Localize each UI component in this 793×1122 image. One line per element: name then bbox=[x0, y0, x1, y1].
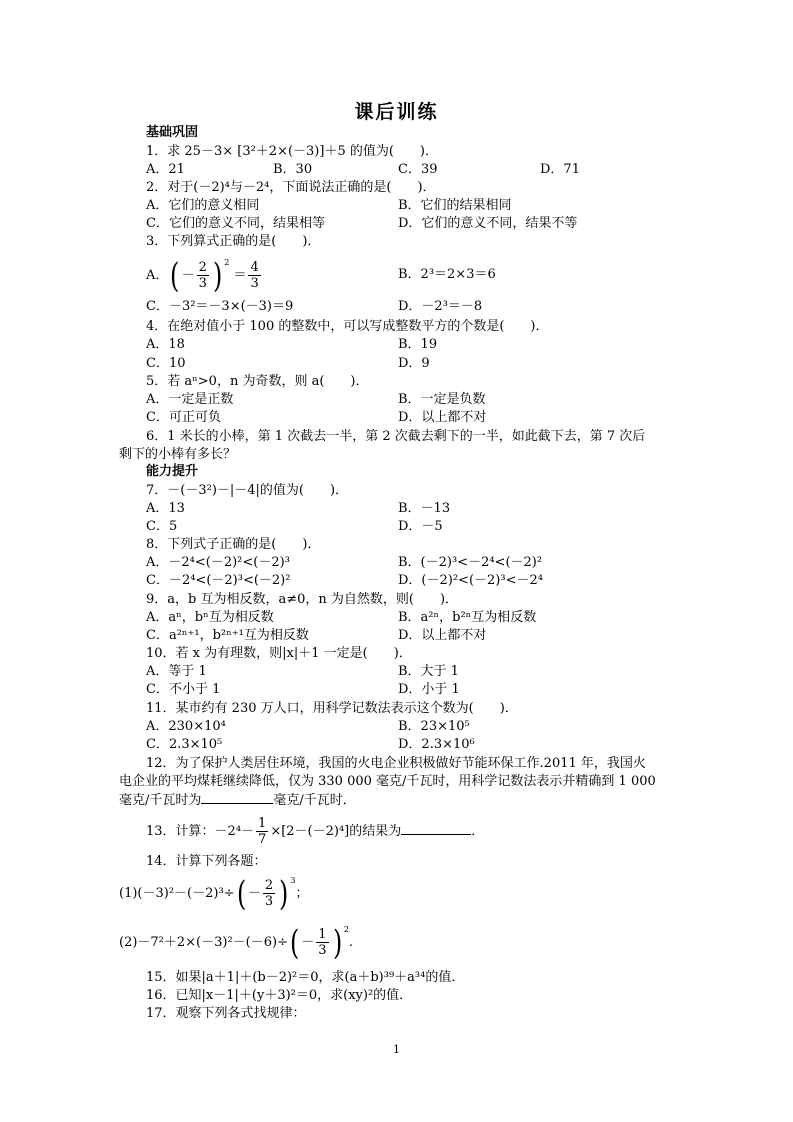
question-16: 16．已知|x－1|＋(y＋3)²＝0，求(xy)²的值． bbox=[146, 988, 413, 1003]
q5-option-c: C．可正可负 bbox=[146, 410, 221, 425]
q1-option-b: B．30 bbox=[273, 162, 313, 177]
q5-option-d: D．以上都不对 bbox=[398, 410, 487, 425]
q10-option-a: A．等于 1 bbox=[146, 664, 207, 679]
q9-option-b: B．a²ⁿ，b²ⁿ互为相反数 bbox=[398, 610, 537, 625]
q1-option-c: C．39 bbox=[398, 162, 438, 177]
page-title: 课后训练 bbox=[354, 101, 439, 123]
q1-option-a: A．21 bbox=[146, 162, 185, 177]
q12-answer-blank[interactable] bbox=[201, 791, 273, 804]
q13-answer-blank[interactable] bbox=[401, 822, 471, 835]
question-12-line-2: 电企业的平均煤耗继续降低，仅为 330 000 毫克/千瓦时，用科学记数法表示并精确到 1 000 bbox=[119, 774, 656, 789]
q3-option-b: B．2³＝2×3＝6 bbox=[398, 267, 496, 282]
q3-option-d: D．－2³＝－8 bbox=[398, 299, 483, 314]
q11-option-a: A．230×10⁴ bbox=[146, 719, 226, 734]
q11-option-b: B．23×10⁵ bbox=[398, 719, 470, 734]
q2-option-d: D．它们的意义不同，结果不等 bbox=[398, 216, 578, 231]
q9-option-d: D．以上都不对 bbox=[398, 628, 487, 643]
q7-option-c: C．5 bbox=[146, 519, 178, 534]
q3-a-fraction: $\frac{2}{3}$ bbox=[198, 260, 207, 291]
section-heading-ability: 能力提升 bbox=[146, 464, 199, 479]
q10-option-c: C．不小于 1 bbox=[146, 682, 221, 697]
q4-option-a: A．18 bbox=[146, 337, 185, 352]
question-7-stem: 7．－(－3²)－|－4|的值为( )． bbox=[146, 483, 349, 498]
q1-option-d: D．71 bbox=[540, 162, 580, 177]
question-5-stem: 5．若 aⁿ>0，n 为奇数，则 a( )． bbox=[146, 374, 369, 389]
question-14-stem: 14．计算下列各题： bbox=[146, 854, 267, 869]
q5-option-a: A．一定是正数 bbox=[146, 392, 234, 407]
q7-option-a: A．13 bbox=[146, 501, 185, 516]
q2-option-b: B．它们的结果相同 bbox=[398, 198, 512, 213]
q4-option-c: C．10 bbox=[146, 356, 186, 371]
q4-option-d: D．9 bbox=[398, 356, 430, 371]
question-14-part-1: (1)(－3)²－(－2)³÷( － $\frac{2}{3}$ ) $^3$； bbox=[119, 873, 309, 914]
question-10-stem: 10．若 x 为有理数，则|x|＋1 一定是( )． bbox=[146, 646, 412, 661]
q13-fraction: $\frac{1}{7}$ bbox=[258, 816, 267, 847]
q7-option-d: D．－5 bbox=[398, 519, 443, 534]
q5-option-b: B．一定是负数 bbox=[398, 392, 486, 407]
question-17: 17．观察下列各式找规律： bbox=[146, 1006, 306, 1021]
q10-option-d: D．小于 1 bbox=[398, 682, 460, 697]
question-8-stem: 8．下列式子正确的是( )． bbox=[146, 537, 321, 552]
question-15: 15．如果|a＋1|＋(b－2)²＝0，求(a＋b)³⁹＋a³⁴的值． bbox=[146, 970, 465, 985]
question-12-line-1: 12．为了保护人类居住环境，我国的火电企业积极做好节能环保工作.2011 年，我国火 bbox=[146, 756, 646, 771]
q9-option-a: A．aⁿ，bⁿ互为相反数 bbox=[146, 610, 274, 625]
question-9-stem: 9．a，b 互为相反数，a≠0，n 为自然数，则( )． bbox=[146, 592, 459, 607]
question-6-line-1: 6．1 米长的小棒，第 1 次截去一半，第 2 次截去剩下的一半，如此截下去，第 7 次后 bbox=[146, 429, 646, 444]
q2-option-a: A．它们的意义相同 bbox=[146, 198, 260, 213]
q11-option-d: D．2.3×10⁶ bbox=[398, 737, 475, 752]
q10-option-b: B．大于 1 bbox=[398, 664, 459, 679]
question-1-stem: 1．求 25－3× [3²＋2×(－3)]＋5 的值为( )． bbox=[146, 144, 438, 159]
question-6-line-2: 剩下的小棒有多长？ bbox=[119, 447, 237, 462]
q7-option-b: B．－13 bbox=[398, 501, 451, 516]
question-13: 13．计算：－2⁴－ $\frac{1}{7}$ ×[2－(－2)⁴]的结果为 ． bbox=[146, 816, 485, 847]
q11-option-c: C．2.3×10⁵ bbox=[146, 737, 223, 752]
q9-option-c: C．a²ⁿ⁺¹，b²ⁿ⁺¹互为相反数 bbox=[146, 628, 309, 643]
q14-1-fraction: $\frac{2}{3}$ bbox=[264, 878, 274, 909]
q8-option-b: B．(－2)³<－2⁴<(－2)² bbox=[398, 555, 543, 570]
section-heading-basic: 基础巩固 bbox=[146, 125, 199, 140]
q3-option-c: C．－3²＝－3×(－3)＝9 bbox=[146, 299, 294, 314]
q8-option-c: C．－2⁴<(－2)³<(－2)² bbox=[146, 573, 291, 588]
q4-option-b: B．19 bbox=[398, 337, 438, 352]
q3-option-a: A．( － $\frac{2}{3}$ ) $^2$ ＝ $\frac{4}{3}$ bbox=[146, 255, 259, 296]
page-number: 1 bbox=[393, 1043, 400, 1056]
q3-a-result-fraction: $\frac{4}{3}$ bbox=[250, 260, 259, 291]
q8-option-a: A．－2⁴<(－2)²<(－2)³ bbox=[146, 555, 290, 570]
q2-option-c: C．它们的意义不同，结果相等 bbox=[146, 216, 325, 231]
q14-2-fraction: $\frac{1}{3}$ bbox=[318, 927, 327, 958]
question-4-stem: 4．在绝对值小于 100 的整数中，可以写成整数平方的个数是( )． bbox=[146, 319, 549, 334]
question-14-part-2: (2)－7²＋2×(－3)²－(－6)÷( － $\frac{1}{3}$ ) $^2$. bbox=[119, 922, 354, 963]
question-11-stem: 11．某市约有 230 万人口，用科学记数法表示这个数为( )． bbox=[146, 701, 518, 716]
question-12-line-3: 毫克/千瓦时为 毫克/千瓦时． bbox=[119, 793, 356, 808]
question-2-stem: 2．对于(－2)⁴与－2⁴，下面说法正确的是( )． bbox=[146, 180, 436, 195]
question-3-stem: 3．下列算式正确的是( )． bbox=[146, 234, 321, 249]
q8-option-d: D．(－2)²<(－2)³<－2⁴ bbox=[398, 573, 543, 588]
